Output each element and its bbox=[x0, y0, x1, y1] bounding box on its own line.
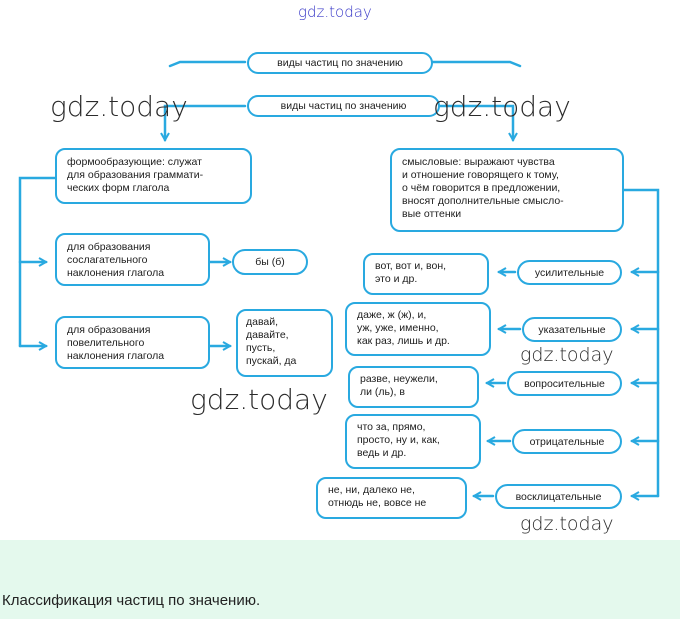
figure-caption: Классификация частиц по значению. bbox=[2, 592, 261, 609]
demonstrative-node: указательные bbox=[522, 317, 622, 342]
demonstrative-example: даже, ж (ж), и, уж, уже, именно, как раз, лишь и др. bbox=[345, 302, 491, 356]
watermark-right: gdz.today bbox=[433, 90, 571, 123]
negative-example: что за, прямо, просто, ну и, как, ведь и др. bbox=[345, 414, 481, 469]
imperative-example: давай, давайте, пусть, пускай, да bbox=[236, 309, 333, 377]
root-line-right bbox=[432, 62, 520, 66]
root-node-copy: виды частиц по значению bbox=[247, 95, 440, 117]
exclamatory-example: не, ни, далеко не, отнюдь не, вовсе не bbox=[316, 477, 467, 519]
root-line-left bbox=[170, 62, 245, 66]
root-node: виды частиц по значению bbox=[247, 52, 433, 74]
right-spine bbox=[624, 190, 658, 496]
imperative-node: для образования повелительного наклонения глагола bbox=[55, 316, 210, 369]
form-node: формообразующие: служат для образования граммати- ческих форм глагола bbox=[55, 148, 252, 204]
watermark-bottom: gdz.today bbox=[520, 513, 614, 535]
watermark-middle: gdz.today bbox=[190, 383, 328, 416]
interrogative-example: разве, неужели, ли (ль), в bbox=[348, 366, 479, 408]
watermark-top: gdz.today bbox=[298, 3, 372, 21]
intensifying-node: усилительные bbox=[517, 260, 622, 285]
negative-node: отрицательные bbox=[512, 429, 622, 454]
subjunctive-node: для образования сослагательного наклонения глагола bbox=[55, 233, 210, 286]
interrogative-node: вопросительные bbox=[507, 371, 622, 396]
subjunctive-example: бы (б) bbox=[232, 249, 308, 275]
sense-node: смысловые: выражают чувства и отношение говорящего к тому, о чём говорится в предложении, вносят дополнительные смысло- вые оттенки bbox=[390, 148, 624, 232]
watermark-right-middle: gdz.today bbox=[520, 344, 614, 366]
exclamatory-node: восклицательные bbox=[495, 484, 622, 509]
watermark-left: gdz.today bbox=[50, 90, 188, 123]
intensifying-example: вот, вот и, вон, это и др. bbox=[363, 253, 489, 295]
